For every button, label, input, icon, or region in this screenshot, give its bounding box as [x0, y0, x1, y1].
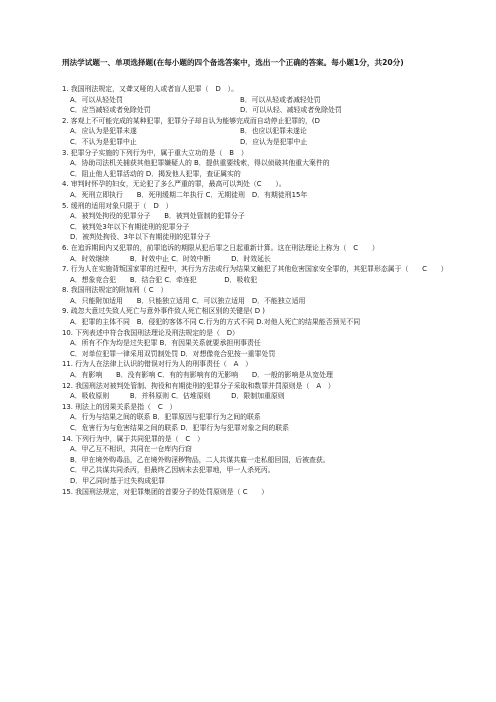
question-number: 4. — [62, 180, 71, 189]
question-stem — [62, 434, 448, 445]
question-list — [62, 84, 448, 497]
answer-option: A．有影响 B．没有影响 C．有的有影响有的无影响 D．一般的影响是从宽处理 — [70, 371, 333, 380]
question-stem — [62, 179, 448, 190]
answer-option: C．阻止他人犯罪活动的 D．揭发他人犯罪，查证属实的 — [70, 169, 241, 178]
question-text: 我国刑法规定，又聋又哑的人或者盲人犯罪（ D ）。 — [70, 85, 238, 93]
answer-option: A．被判处拘役的犯罪分子 B．被判处管制的犯罪分子 — [70, 212, 245, 221]
answer-option: A．犯罪的主体不同 B．侵犯的客体不同 C.行为的方式不同 D.对他人死亡的结果能否预见不同 — [70, 318, 361, 327]
question-number: 11. — [62, 360, 76, 369]
question-stem — [62, 148, 448, 159]
question-text: 下列行为中，属于共同犯罪的是（ C ） — [75, 434, 204, 443]
question-text: 客观上不可能完成的某种犯罪，犯罪分子却自认为能够完成而自动停止犯罪的，(D — [70, 116, 320, 125]
question-stem — [62, 381, 448, 392]
answer-option: B．甲在境外购毒品，乙在境外购淫秽物品，二人共谋共雇一走私船回国，后被查获。 — [70, 455, 330, 464]
answer-option: A．行为与结果之间的联系 B．犯罪原因与犯罪行为之间的联系 — [70, 413, 261, 422]
question-text: 在追诉期间内又犯罪的，前罪追诉的期限从犯后罪之日起重新计算。这在刑法理论上称为（ C ） — [70, 243, 379, 252]
answer-option: A．吸收原则 B．并科原则 C．估堆原则 D．限制加重原则 — [70, 392, 285, 401]
question-text: 行为人在法律上认识的错误对行为人的刑事责任（ A ） — [75, 360, 253, 369]
question-stem — [62, 328, 448, 339]
question-number: 1. — [62, 85, 71, 93]
option-row — [62, 95, 448, 106]
question-number: 14. — [62, 434, 76, 443]
answer-option: D．可以从轻、减轻或者免除处罚 — [240, 106, 342, 115]
question-number: 13. — [62, 402, 76, 411]
question-stem — [62, 116, 448, 127]
question-number: 12. — [62, 381, 76, 390]
question-stem — [62, 201, 448, 212]
question-text: 我国刑法对被判处管制、拘役和有期徒刑的犯罪分子采取和数罪并罚原则是（ A ） — [75, 381, 335, 390]
answer-option: A．可以从轻处罚 — [70, 95, 123, 104]
answer-option: C．不认为是犯罪中止 — [70, 137, 137, 146]
answer-option: B．也应以犯罪未遂论 — [240, 127, 307, 136]
question-number: 8. — [62, 286, 71, 295]
question-stem — [62, 359, 448, 370]
question-text: 犯罪分子实施的下列行为中，属于重大立功的是（ B ） — [70, 148, 248, 157]
answer-option: C．危害行为与危害结果之间的联系 D．犯罪行为与犯罪对象之间的联系 — [70, 424, 290, 432]
question-stem — [62, 487, 448, 498]
answer-option: C．被判处3年以下有期徒刑的犯罪分子 — [70, 222, 190, 231]
answer-option: C．应当减轻或者免除处罚 — [70, 106, 151, 115]
answer-option: A．协助司法机关捕获其他犯罪嫌疑人的 B．提供重要线索，得以侦破其他重大案件的 — [70, 159, 330, 168]
question-text: 刑法上的因果关系是指（ C ） — [75, 402, 177, 411]
option-row — [62, 137, 448, 148]
question-number: 10. — [62, 328, 76, 337]
answer-option: A．甲乙互不相识，共同在一仓库内行窃 — [70, 445, 192, 454]
answer-option: B．可以从轻或者减轻处罚 — [240, 95, 321, 104]
question-stem — [62, 402, 448, 413]
answer-option: A．应认为是犯罪未遂 — [70, 127, 137, 136]
answer-option: A．想象竞合犯 B．结合犯 C．牵连犯 D．吸收犯 — [70, 275, 258, 284]
question-number: 15. — [62, 487, 76, 496]
option-row — [62, 105, 448, 116]
question-text: 我国刑法规定，对犯罪集团的首要分子的处罚原则是（ C ） — [75, 487, 269, 496]
question-stem — [62, 243, 448, 254]
question-number: 2. — [62, 116, 71, 125]
question-stem — [62, 285, 448, 296]
answer-option: C．甲乙共谋共同杀丙，但最终乙因病未去犯罪地，甲一人杀死丙。 — [70, 466, 275, 475]
question-number: 6. — [62, 243, 71, 252]
question-number: 5. — [62, 201, 71, 210]
question-stem — [62, 306, 448, 317]
question-text: 我国刑法规定的附加刑（ C ） — [70, 286, 168, 295]
question-text: 审判时怀孕的妇女，无论犯了多么严重的罪，最高可以判处（C ）。 — [70, 180, 286, 189]
answer-option: A．死刑立即执行 B．死刑缓期二年执行 C．无期徒刑 D．有期徒刑15年 — [70, 190, 308, 199]
question-number: 7. — [62, 265, 71, 274]
question-text: 疏忽大意过失致人死亡与意外事件致人死亡相区别的关键是( D ) — [70, 307, 265, 316]
question-number: 3. — [62, 148, 71, 157]
option-row — [62, 126, 448, 137]
question-text: 缓刑的适用对象只限于（ D ） — [70, 201, 173, 210]
answer-option: D．甲乙同时基于过失构成犯罪 — [70, 476, 165, 485]
answer-option: D．被判处拘役、3年以下有期徒刑的犯罪分子 — [70, 233, 211, 242]
question-number: 9. — [62, 307, 71, 316]
question-text: 下列表述中符合我国刑法理论及刑法规定的是（ D） — [75, 328, 239, 337]
question-stem — [62, 264, 448, 275]
answer-option: C．对单位犯罪一律采用双罚制处罚 D．对想像竞合犯按一重罪处罚 — [70, 349, 276, 358]
answer-option: A．所有不作为均是过失犯罪 B．有因果关系就要承担刑事责任 — [70, 339, 261, 348]
document-heading: 刑法学试题一、单项选择题(在每小题的四个备选答案中，选出一个正确的答案。每小题1分，共20分) — [62, 58, 404, 67]
answer-option: D．应认为是犯罪中止 — [240, 137, 308, 146]
question-text: 行为人在实施背叛国家罪的过程中，其行为方法或行为结果又触犯了其他危害国家安全罪的，其犯罪形态属于（ C ） — [70, 265, 448, 274]
answer-option: A．时效继续 B．时效中止 C．时效中断 D．时效延长 — [70, 254, 271, 263]
question-stem — [62, 84, 448, 95]
answer-option: A．只能附加适用 B．只能独立适用 C．可以独立适用 D．不能独立适用 — [70, 296, 306, 305]
